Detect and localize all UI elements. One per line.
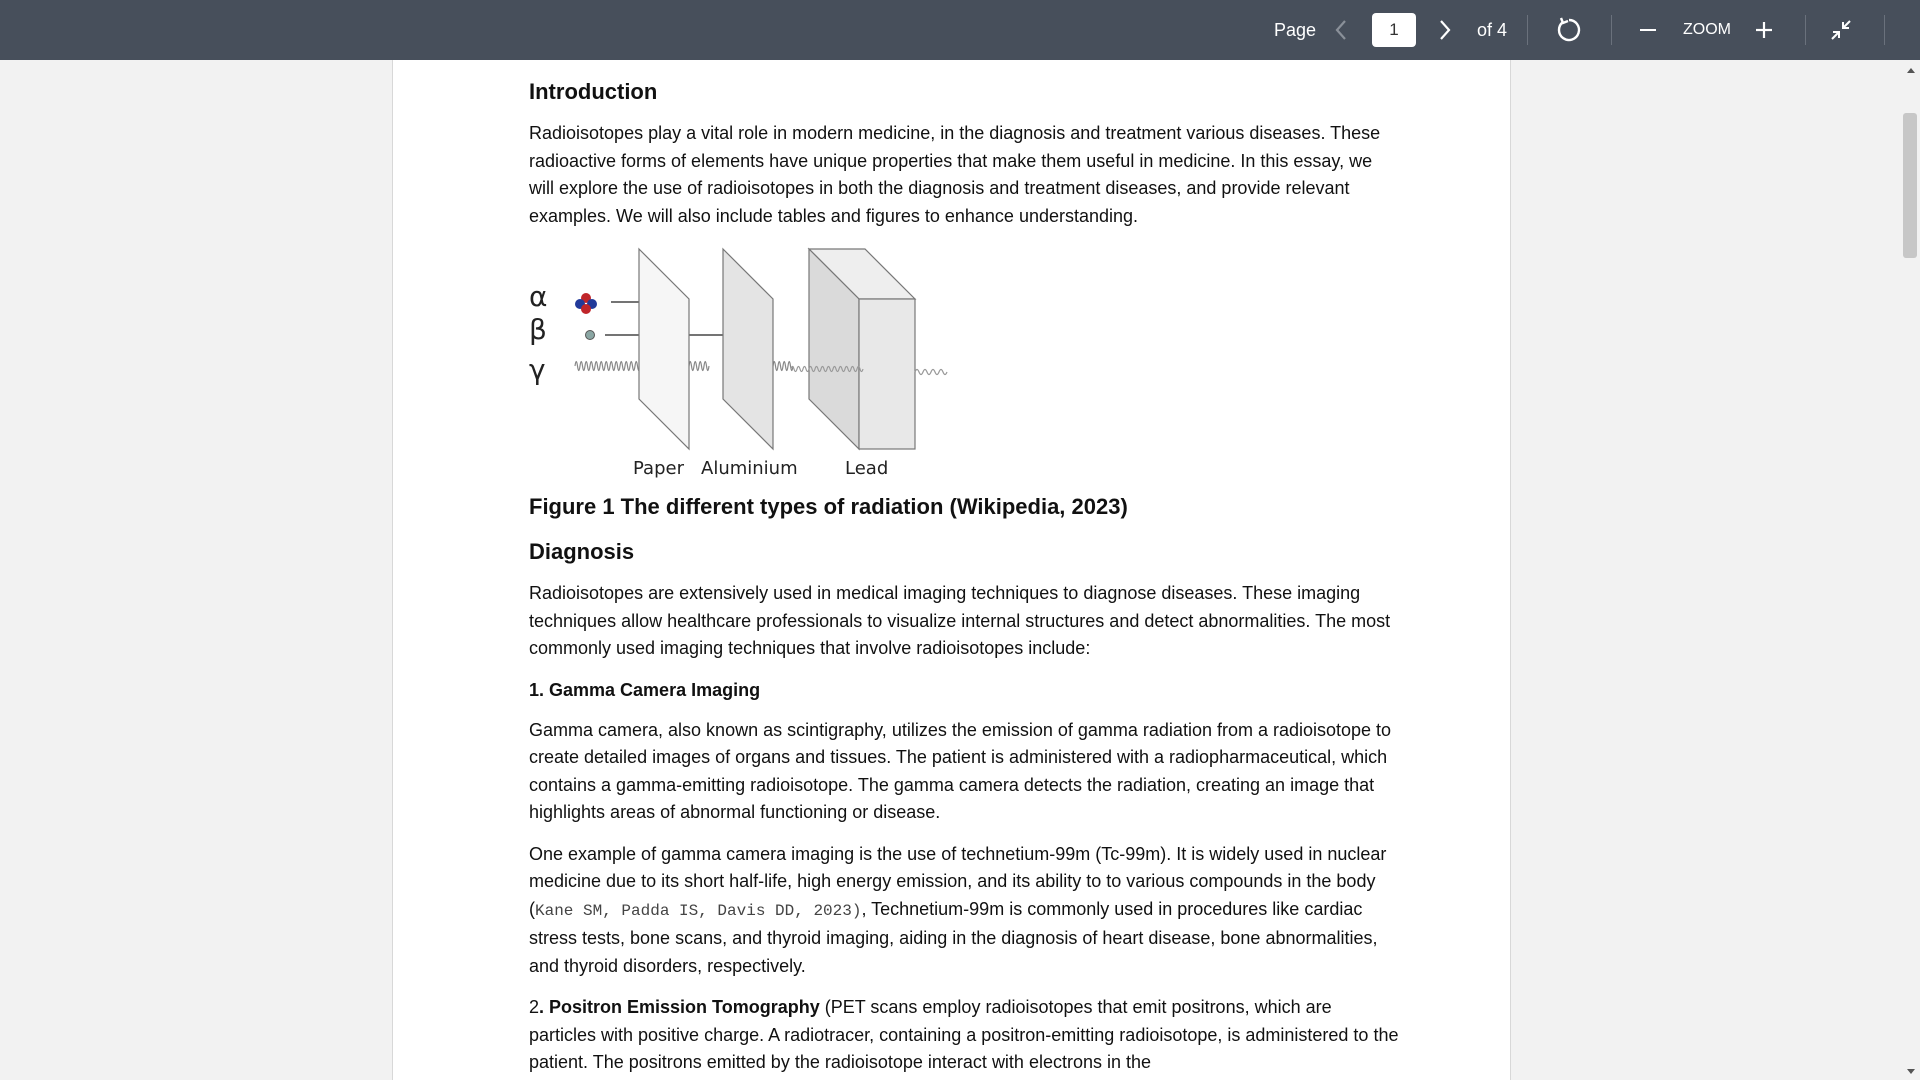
previous-page-button[interactable] bbox=[1332, 0, 1350, 60]
plus-icon bbox=[1754, 20, 1774, 40]
chevron-left-icon bbox=[1332, 18, 1350, 42]
next-page-button[interactable] bbox=[1436, 0, 1454, 60]
page-number-input[interactable] bbox=[1372, 13, 1416, 47]
toolbar-divider bbox=[1884, 15, 1885, 45]
paper-label: Paper bbox=[633, 458, 684, 479]
pet-number: 2 bbox=[529, 997, 540, 1017]
document-viewer bbox=[0, 60, 1920, 1080]
intro-heading: Introduction bbox=[529, 79, 658, 104]
alpha-particle-icon bbox=[575, 293, 597, 314]
diagnosis-heading: Diagnosis bbox=[529, 539, 635, 564]
beta-label: β bbox=[529, 313, 547, 346]
aluminium-sheet-icon bbox=[723, 249, 773, 449]
vertical-scrollbar[interactable] bbox=[1900, 60, 1920, 1080]
aluminium-label: Aluminium bbox=[701, 458, 798, 479]
page-label: Page bbox=[1274, 19, 1317, 40]
figure-caption: Figure 1 The different types of radiation (Wikipedia, 2023) bbox=[529, 494, 1128, 519]
chevron-right-icon bbox=[1436, 18, 1454, 42]
rotate-icon bbox=[1555, 16, 1583, 44]
intro-paragraph: Radioisotopes play a vital role in modern medicine, in the diagnosis and treatment various diseases. These radioactive forms of elements have unique properties that make them useful in medicine. In this essay, we will explore the use of radioisotopes in both the diagnosis and treatment diseases, and provide relevant examples. We will also include tables and figures to enhance understanding. bbox=[529, 123, 1381, 226]
technetium-text-start: One example of gamma camera imaging is the use of technetium-99m (Tc-99m). It is widely used in nuclear medicine due to its short half-life, high energy emission, and its ability to to various compounds in the body ( bbox=[529, 843, 1387, 919]
citation: Kane SM, Padda IS, Davis DD, 2023) bbox=[535, 901, 862, 920]
technetium-text-end: , Technetium-99m is commonly used in procedures like cardiac stress tests, bone scans, and thyroid imaging, aiding in the diagnosis of heart disease, bone abnormalities, and thyroid disorders, respectively. bbox=[529, 898, 1378, 976]
radiation-diagram bbox=[529, 244, 989, 484]
diagnosis-paragraph: Radioisotopes are extensively used in medical imaging techniques to diagnose diseases. These imaging techniques allow healthcare professionals to visualize internal structures and detect abnormalities. The most commonly used imaging techniques that involve radioisotopes include: bbox=[529, 583, 1391, 658]
document-page bbox=[392, 60, 1511, 1080]
gamma-camera-heading: 1. Gamma Camera Imaging bbox=[529, 679, 761, 700]
zoom-label: ZOOM bbox=[1683, 21, 1731, 38]
technetium-paragraph bbox=[529, 841, 1399, 981]
lead-label: Lead bbox=[845, 458, 889, 479]
minus-icon bbox=[1638, 20, 1658, 40]
pet-text: (PET scans employ radioisotopes that emit positrons, which are particles with positive charge. A radiotracer, containing a positron-emitting radioisotope, is administered to the patient. The positrons emitted by the radioisotope interact with electrons in the bbox=[529, 997, 1399, 1072]
lead-block-icon bbox=[809, 249, 915, 449]
toolbar-divider bbox=[1611, 15, 1612, 45]
gamma-label: γ bbox=[529, 353, 546, 386]
alpha-label: α bbox=[529, 280, 548, 313]
zoom-out-button[interactable] bbox=[1638, 0, 1658, 60]
toolbar-divider bbox=[1805, 15, 1806, 45]
gamma-camera-paragraph: Gamma camera, also known as scintigraphy, utilizes the emission of gamma radiation from a radioisotope to create detailed images of organs and tissues. The patient is administered with a radiopharmaceutical, which contains a gamma-emitting radioisotope. The gamma camera detects the radiation, creating an image that highlights areas of abnormal functioning or disease. bbox=[529, 719, 1392, 822]
zoom-in-button[interactable] bbox=[1754, 0, 1774, 60]
scrollbar-thumb[interactable] bbox=[1903, 113, 1917, 258]
collapse-icon bbox=[1830, 19, 1852, 41]
toolbar-divider bbox=[1527, 15, 1528, 45]
scroll-up-arrow-icon[interactable] bbox=[1907, 68, 1915, 73]
scroll-down-arrow-icon[interactable] bbox=[1907, 1069, 1915, 1074]
radiation-figure bbox=[529, 244, 989, 484]
pet-paragraph bbox=[529, 994, 1399, 1077]
exit-fullscreen-button[interactable] bbox=[1830, 0, 1852, 60]
rotate-button[interactable] bbox=[1555, 0, 1583, 60]
page-content bbox=[529, 78, 1399, 1080]
pet-heading: . Positron Emission Tomography bbox=[539, 997, 820, 1017]
beta-particle-icon bbox=[586, 331, 595, 340]
paper-sheet-icon bbox=[639, 249, 689, 449]
pdf-toolbar bbox=[0, 0, 1920, 60]
page-count: of 4 bbox=[1477, 19, 1508, 40]
